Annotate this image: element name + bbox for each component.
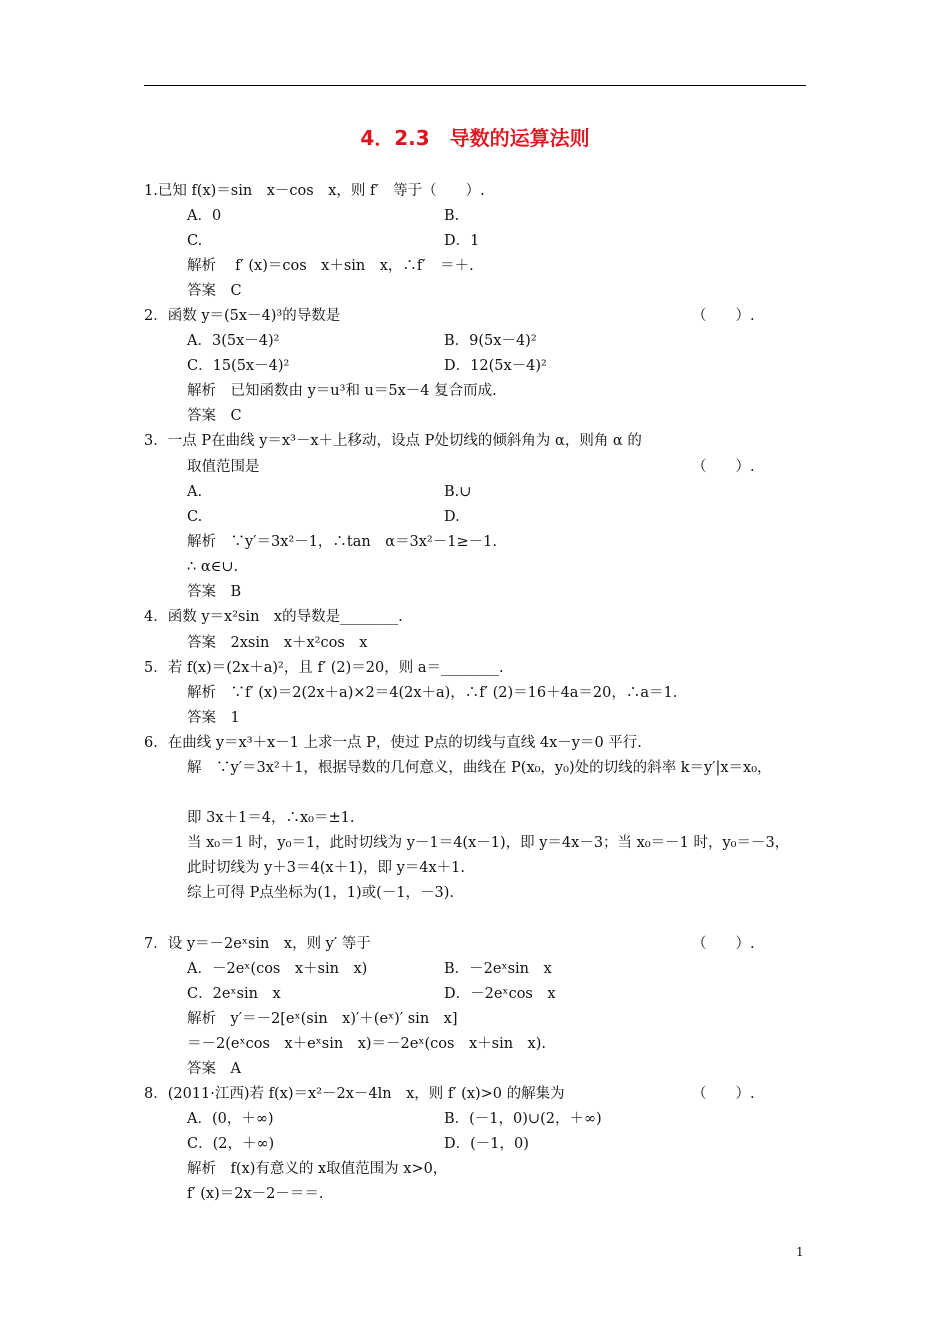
text-line: 答案 2xsin x＋x²cos x	[187, 635, 368, 651]
text-line: A．3(5x－4)²	[187, 333, 280, 349]
text-line: B.	[444, 208, 460, 224]
text-line: 6．在曲线 y＝x³＋x－1 上求一点 P，使过 P点的切线与直线 4x－y＝0 平行.	[144, 735, 642, 751]
text-line: ＝－2(eˣcos x＋eˣsin x)＝－2eˣ(cos x＋sin x).	[187, 1036, 546, 1052]
answer-blank: （ ）.	[692, 936, 755, 952]
text-line: C．2eˣsin x	[187, 986, 281, 1002]
text-line: ∴ α∈∪.	[187, 559, 239, 575]
text-line: 3．一点 P在曲线 y＝x³－x＋上移动，设点 P处切线的倾斜角为 α，则角 α 的	[144, 433, 642, 449]
answer-blank: （ ）.	[692, 308, 755, 324]
text-line: 7．设 y＝－2eˣsin x，则 y′ 等于	[144, 936, 371, 952]
page-title: 4．2.3 导数的运算法则	[360, 126, 590, 150]
text-line: D．(－1，0)	[444, 1136, 529, 1152]
text-line: 5．若 f(x)＝(2x＋a)²，且 f′ (2)＝20，则 a＝________.	[144, 660, 504, 676]
text-line: B．9(5x－4)²	[444, 333, 537, 349]
text-line: 解析 y′＝－2[eˣ(sin x)′＋(eˣ)′ sin x]	[187, 1011, 458, 1027]
text-line: D.	[444, 509, 460, 525]
text-line: 8．(2011·江西)若 f(x)＝x²－2x－4ln x，则 f′ (x)>0 的解集为	[144, 1086, 565, 1102]
text-line: 即 3x＋1＝4，∴x₀＝±1.	[187, 810, 355, 826]
text-line: C.	[187, 233, 203, 249]
text-line: 当 x₀＝1 时，y₀＝1，此时切线为 y－1＝4(x－1)，即 y＝4x－3；当 x₀＝－1 时，y₀＝－3，	[187, 835, 790, 851]
header-rule	[144, 85, 806, 86]
text-line: A.	[187, 484, 203, 500]
text-line: C．15(5x－4)²	[187, 358, 290, 374]
text-line: 解析 f(x)有意义的 x取值范围为 x>0，	[187, 1161, 448, 1177]
text-line: C.	[187, 509, 203, 525]
text-line: 解析 已知函数由 y＝u³和 u＝5x－4 复合而成.	[187, 383, 497, 399]
text-line: 此时切线为 y＋3＝4(x＋1)，即 y＝4x＋1.	[187, 860, 466, 876]
answer-blank: （ ）.	[692, 459, 755, 475]
text-line: 答案 1	[187, 710, 240, 726]
text-line: A．(0，＋∞)	[187, 1111, 274, 1127]
text-line: 2．函数 y＝(5x－4)³的导数是	[144, 308, 341, 324]
text-line: 答案 C	[187, 283, 242, 299]
text-line: 4．函数 y＝x²sin x的导数是________.	[144, 609, 403, 625]
text-line: 1.已知 f(x)＝sin x－cos x，则 f′ 等于（ ）.	[144, 183, 485, 199]
text-line: B．(－1，0)∪(2，＋∞)	[444, 1111, 602, 1127]
text-line: D．12(5x－4)²	[444, 358, 547, 374]
page-number: 1	[796, 1245, 804, 1259]
text-line: 解析 ∵y′＝3x²－1，∴tan α＝3x²－1≥－1.	[187, 534, 497, 550]
text-line: 取值范围是	[187, 459, 260, 475]
text-line: D．1	[444, 233, 480, 249]
text-line: 解 ∵y′＝3x²＋1，根据导数的几何意义，曲线在 P(x₀，y₀)处的切线的斜率 k＝y′|x＝x₀，	[187, 760, 772, 776]
text-line: B．－2eˣsin x	[444, 961, 552, 977]
text-line: 解析 f′ (x)＝cos x＋sin x，∴f′ ＝＋.	[187, 258, 474, 274]
text-line: B.∪	[444, 484, 472, 500]
text-line: 答案 C	[187, 408, 242, 424]
text-line: C．(2，＋∞)	[187, 1136, 275, 1152]
text-line: 综上可得 P点坐标为(1，1)或(－1，－3).	[187, 885, 455, 901]
text-line: 解析 ∵f′ (x)＝2(2x＋a)×2＝4(2x＋a)，∴f′ (2)＝16＋4a＝20，∴a＝1.	[187, 685, 678, 701]
text-line: D．－2eˣcos x	[444, 986, 556, 1002]
text-line: A．0	[187, 208, 222, 224]
answer-blank: （ ）.	[692, 1086, 755, 1102]
text-line: f′ (x)＝2x－2－＝＝.	[187, 1186, 324, 1202]
text-line: 答案 B	[187, 584, 242, 600]
text-line: 答案 A	[187, 1061, 241, 1077]
text-line: A．－2eˣ(cos x＋sin x)	[187, 961, 368, 977]
